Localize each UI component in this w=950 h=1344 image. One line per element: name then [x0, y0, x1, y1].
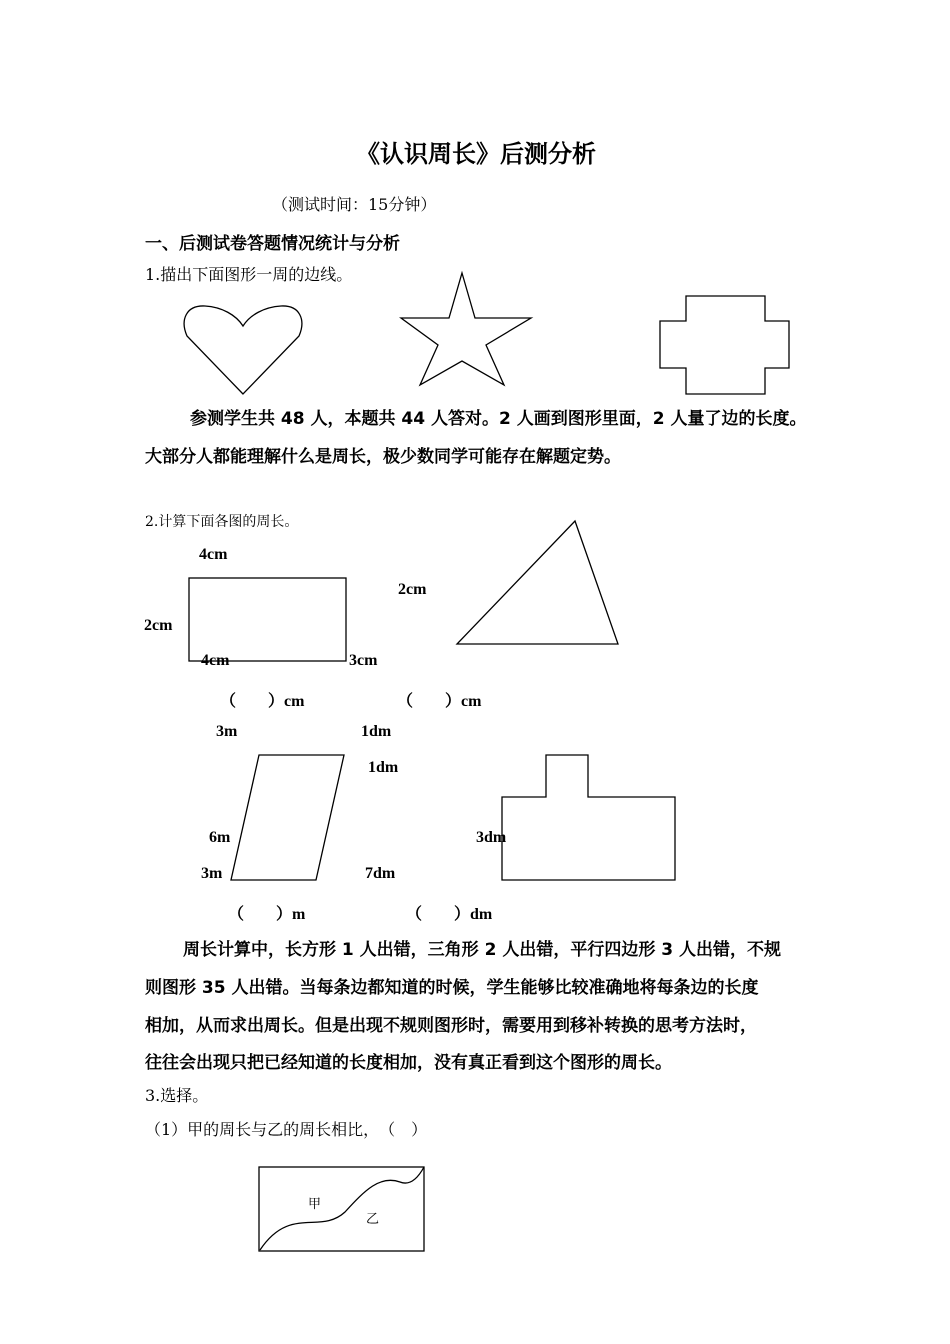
irregular-bottom-label: 7dm: [365, 865, 396, 882]
q2-analysis-line2: 则图形 35 人出错。当每条边都知道的时候，学生能够比较准确地将每条边的长度: [145, 978, 759, 998]
q1-analysis-line2: 大部分人都能理解什么是周长，极少数同学可能存在解题定势。: [145, 447, 621, 467]
label-jia: 甲: [308, 1197, 322, 1212]
triangle-side-b-label: 3cm: [349, 652, 378, 669]
test-time: （测试时间：15分钟）: [272, 195, 437, 214]
q2-prompt: 2.计算下面各图的周长。: [145, 514, 299, 530]
irregular-answer: （ ）dm: [406, 906, 493, 923]
q2-analysis-line3: 相加，从而求出周长。但是出现不规则图形时，需要用到移补转换的思考方法时，: [145, 1016, 757, 1036]
rect-left-label: 2cm: [144, 617, 173, 634]
page-title: 《认识周长》后测分析: [356, 140, 596, 168]
q3-sub1: （1）甲的周长与乙的周长相比， （ ）: [145, 1120, 428, 1139]
rect-bottom-label: 4cm: [201, 652, 230, 669]
irregular-side-label: 3dm: [476, 829, 507, 846]
rect-top-label: 4cm: [199, 546, 228, 563]
dividing-curve: [260, 1167, 424, 1250]
para-bottom-label: 3m: [201, 865, 223, 882]
triangle-side-a-label: 2cm: [398, 581, 427, 598]
q1-analysis-line1: 参测学生共 48 人，本题共 44 人答对。2 人画到图形里面，2 人量了边的长度。: [190, 409, 807, 429]
q2-analysis-line4: 往往会出现只把已经知道的长度相加，没有真正看到这个图形的周长。: [145, 1053, 672, 1073]
jia-yi-rectangle: [259, 1167, 424, 1251]
para-answer: （ ）m: [228, 906, 306, 923]
label-yi: 乙: [366, 1212, 380, 1227]
para-top-label: 3m: [216, 723, 238, 740]
para-side-label: 6m: [209, 829, 231, 846]
irregular-top-label: 1dm: [361, 723, 392, 740]
rect-answer: （ ）cm: [220, 693, 305, 710]
section-heading: 一、后测试卷答题情况统计与分析: [145, 234, 400, 254]
q1-prompt: 1.描出下面图形一周的边线。: [145, 265, 353, 284]
q3-prompt: 3.选择。: [145, 1086, 209, 1105]
irregular-small-label: 1dm: [368, 759, 399, 776]
triangle-answer: （ ）cm: [397, 693, 482, 710]
q2-analysis-line1: 周长计算中，长方形 1 人出错，三角形 2 人出错，平行四边形 3 人出错，不规: [183, 940, 781, 960]
